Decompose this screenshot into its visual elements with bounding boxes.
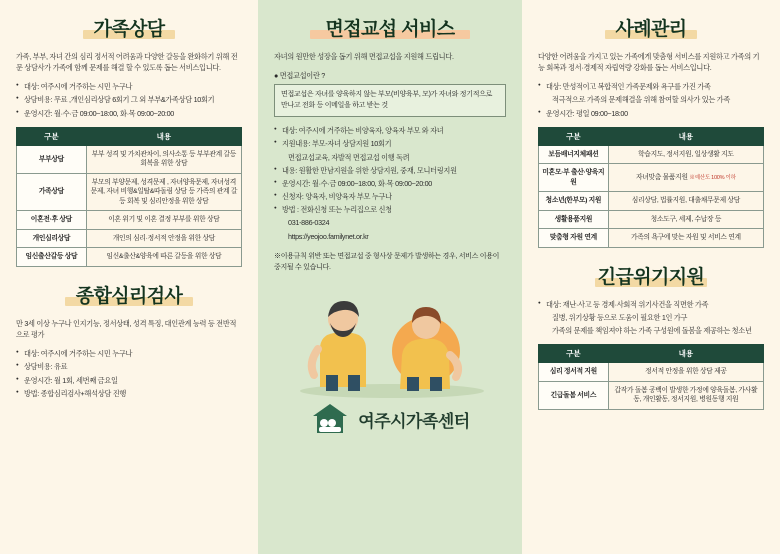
table-cell-value: 개인의 심리·정서적 안정을 위한 상담 [86,229,241,248]
table-cell-key: 맞춤형 자원 연계 [539,229,609,248]
table-cell-key: 이혼전·후 상담 [17,211,87,230]
list-item: ● 방법: 종합심리검사+해석상담 진행 [16,388,242,399]
contact-url[interactable]: https://yeojoo.familynet.or.kr [288,231,369,241]
family-counseling-bullets [16,81,242,118]
list-item: ● 상담비용: 무료 ,개인심리상담 6회기 그 외 부부&가족상담 10회기 [16,94,242,105]
table-row [539,363,764,382]
table-header-cell: 내용 [608,127,763,145]
table-header-cell: 구분 [539,345,609,363]
table-header-cell: 구분 [17,127,87,145]
list-item: ● 운영시간: 월·수·금 09:00~18:00, 화·목 09:00~20:00 [274,178,506,189]
section-title-family-counseling: 가족상담 [16,14,242,41]
house-logo-icon [310,401,350,437]
table-row [539,210,764,229]
table-row [539,192,764,211]
illustration-svg [274,279,506,399]
list-item: ● 운영시간: 평일 09:00~18:00 [538,108,764,119]
table-cell-key: 개인심리상담 [17,229,87,248]
table-row [17,173,242,211]
table-row [539,164,764,192]
list-item: ● 상담비용: 유료 [16,361,242,372]
table-cell-key: 청소년(한부모) 지원 [539,192,609,211]
table-header-cell: 내용 [608,345,763,363]
table-cell-note: ※예산도 100% 이하 [689,174,736,181]
list-item: ● 운영시간: 월 1회, 세번째 금요일 [16,375,242,386]
left-column [0,0,258,554]
table-header-row [539,345,764,363]
table-cell-value [608,164,763,192]
list-item: ● 지원내용: 부모-자녀 상담지원 10회기 [274,138,506,149]
table-cell-key: 심리 정서적 지원 [539,363,609,382]
center-logo [274,401,506,437]
table-cell-value: 심리상담, 법률지원, 대출채무문제 상담 [608,192,763,211]
family-counseling-table [16,127,242,267]
table-cell-value: 부모의 부양문제, 성격문제 , 자녀양육문제, 자녀성격문제, 자녀 비행&일탈&따돌림 상담 등 가족의 관계 갈등 회복 및 심리안정을 위한 상담 [86,173,241,211]
right-column [522,0,780,554]
table-cell-key: 부부상담 [17,145,87,173]
psych-test-bullets [16,348,242,399]
list-item: 질병, 위기상황 등으로 도움이 필요한 1인 가구 [552,313,688,323]
table-cell-value: 학습지도, 정서지원, 일상생활 지도 [608,145,763,164]
list-item: 면접교섭교육, 자발적 면접교섭 이행 독려 [288,152,410,162]
table-header-cell: 구분 [539,127,609,145]
table-cell-text: 자녀맞춤 물품지원 [636,173,688,181]
table-cell-value: 이혼 위기 및 이혼 결정 부부를 위한 상담 [86,211,241,230]
table-row [17,248,242,267]
section-title-emergency-support: 긴급위기지원 [538,262,764,289]
table-cell-key: 보듬배너지체패션 [539,145,609,164]
table-row [539,229,764,248]
case-management-bullets [538,81,764,118]
emergency-support-bullets [538,299,764,336]
table-row [539,381,764,409]
emergency-support-table [538,344,764,410]
table-row [17,145,242,173]
list-item: ● 방법 : 전화신청 또는 누리집으로 신청 [274,204,506,215]
list-item: ● 대상: 재난·사고 등 경제·사회적 위기사건을 직면한 가족 [538,299,764,310]
people-illustration [274,279,506,399]
definition-label: ● 면접교섭이란 ? [274,71,325,81]
middle-column [258,0,522,554]
table-cell-value: 부부 성격 및 가치관차이, 의사소통 등 부부관계 갈등 회복을 위한 상담 [86,145,241,173]
visitation-description: 자녀의 원만한 성장을 돕기 위해 면접교섭을 지원해 드립니다. [274,52,454,61]
list-item: ● 대상: 여주시에 거주하는 시민 누구나 [16,348,242,359]
table-header-cell: 내용 [86,127,241,145]
visitation-bullets [274,125,506,241]
table-row [539,145,764,164]
table-cell-key: 긴급돌봄 서비스 [539,381,609,409]
usage-warning-note: ※이용규칙 위반 또는 면접교섭 중 형사상 문제가 발생하는 경우, 서비스 이용이 중지될 수 있습니다. [274,252,500,271]
table-cell-value: 청소도구, 세제, 수납장 등 [608,210,763,229]
list-item: ● 내용: 원활한 만남지원을 위한 상담지원, 중재, 모니터링지원 [274,165,506,176]
table-cell-key: 임신출산갈등 상담 [17,248,87,267]
case-management-description: 다양한 어려움을 가지고 있는 가족에게 맞춤형 서비스를 지원하고 가족의 기능 회복과 정서·경제적 자립역량 강화를 돕는 서비스입니다. [538,52,760,73]
list-item: ● 대상: 만성적이고 복합적인 가족문제와 욕구를 가진 가족 [538,81,764,92]
brand-name: 여주시가족센터 [358,411,470,431]
table-header-row [17,127,242,145]
list-item: 가족의 문제를 책임져야 하는 가족 구성원에 돌봄을 제공하는 청소년 [552,326,752,336]
table-cell-value: 임신&출산&양육에 따른 갈등을 위한 상담 [86,248,241,267]
table-row [17,211,242,230]
section-title-visitation-service: 면접교섭 서비스 [274,14,506,41]
list-item: 적극적으로 가족의 문제해결을 위해 참여할 의사가 있는 가족 [552,95,730,105]
list-item: ● 대상: 여주시에 거주하는 비양육자, 양육자 부모 와 자녀 [274,125,506,136]
psych-test-description: 만 3세 이상 누구나 인지기능, 정서상태, 성격 특징, 대인관계 능력 등 전반적으로 평가 [16,318,237,340]
family-counseling-description: 가족, 부부, 자녀 간의 심리 정서적 어려움과 다양한 갈등을 완화하기 위해 전문 상담사가 가족에 함께 문제를 해결 할 수 있도록 돕는 서비스입니다. [16,52,238,73]
list-item: ● 운영시간: 월·수·금 09:00~18:00, 화·목 09:00~20:00 [16,108,242,119]
case-management-table [538,127,764,248]
table-cell-key: 가족상담 [17,173,87,211]
table-cell-key: 미혼모·부 출산·양육지원 [539,164,609,192]
table-cell-value: 가족의 욕구에 맞는 자원 및 서비스 연계 [608,229,763,248]
table-cell-key: 생활용품지원 [539,210,609,229]
list-item: ● 신청자: 양육자, 비양육자 부모 누구나 [274,191,506,202]
table-cell-value: 정서적 안정을 위한 상담 제공 [608,363,763,382]
table-row [17,229,242,248]
section-title-psych-test: 종합심리검사 [16,281,242,308]
list-item: ● 대상: 여주시에 거주하는 시민 누구나 [16,81,242,92]
contact-phone: 031-886-0324 [288,218,330,228]
table-cell-value: 갑작가 돌봄 공백이 발생한 가정에 양육돌봄, 가사활동, 개인활동, 정서지원, 병원동행 지원 [608,381,763,409]
table-header-row [539,127,764,145]
section-title-case-management: 사례관리 [538,14,764,41]
definition-box: 면접교섭은 자녀를 양육하지 않는 부모(비양육부, 모)가 자녀와 정기적으로 만나고 전화 등 이메일을 하고 받는 것 [274,84,506,117]
